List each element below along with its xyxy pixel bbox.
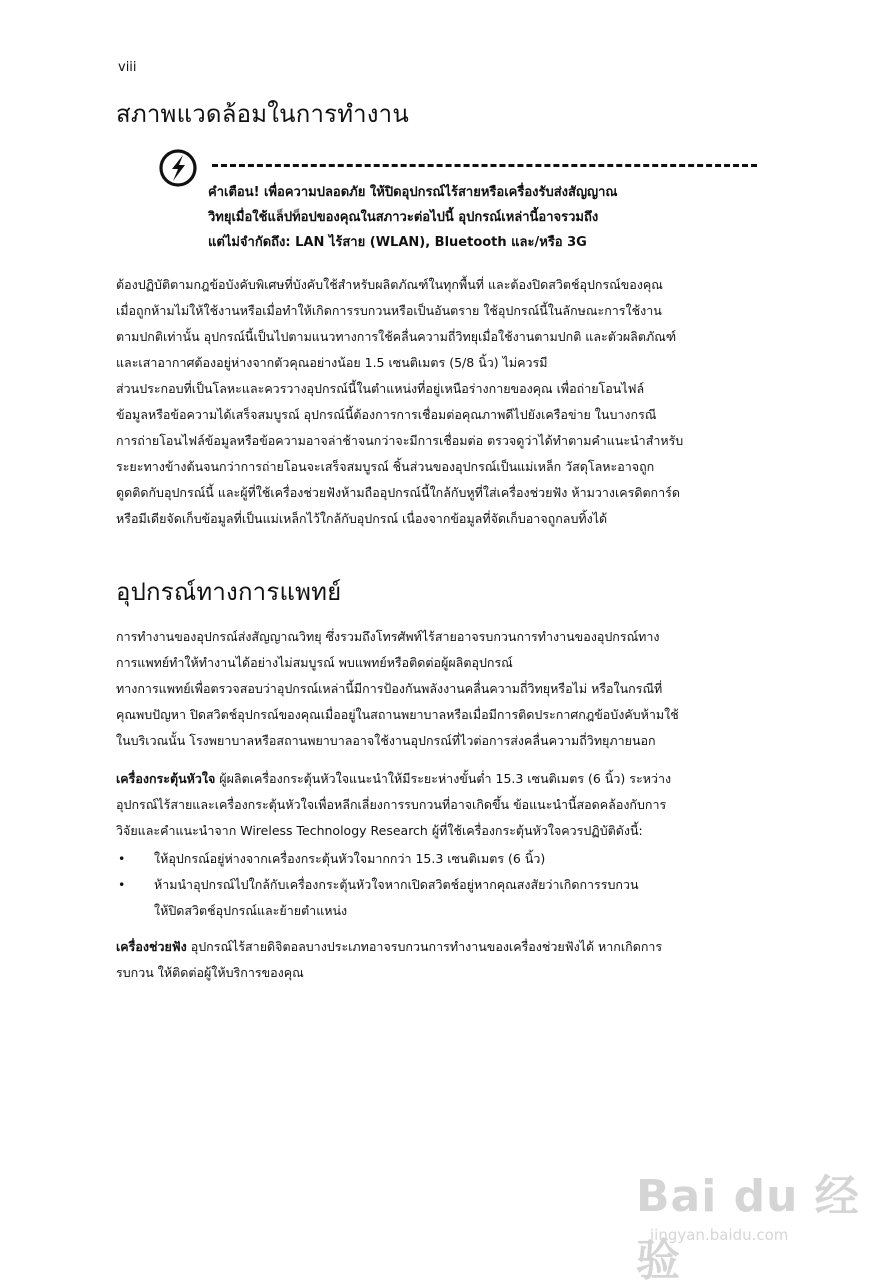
bullet-icon: • xyxy=(118,851,126,866)
body-line: และเสาอากาศต้องอยู่ห่างจากตัวคุณอย่างน้อย 1.5 เซนติเมตร (5/8 นิ้ว) ไม่ควรมี xyxy=(116,355,548,370)
operating-environment-body xyxy=(116,272,766,532)
hearing-aids-first-line: อุปกรณ์ไร้สายดิจิตอลบางประเภทอาจรบกวนการทำงานของเครื่องช่วยฟังได้ หากเกิดการ xyxy=(186,939,663,954)
section-title-medical-devices: อุปกรณ์ทางการแพทย์ xyxy=(116,578,342,606)
body-line: รบกวน ให้ติดต่อผู้ให้บริการของคุณ xyxy=(116,965,304,980)
page-number: viii xyxy=(118,60,137,75)
warning-line: คำเตือน! เพื่อความปลอดภัย ให้ปิดอุปกรณ์ไร้สายหรือเครื่องรับส่งสัญญาณ xyxy=(208,185,618,200)
warning-box xyxy=(208,180,768,255)
body-line: ตามปกติเท่านั้น อุปกรณ์นี้เป็นไปตามแนวทางการใช้คลื่นความถี่วิทยุเมื่อใช้งานตามปกติ และตัวผลิตภัณฑ์ xyxy=(116,329,677,344)
body-line: หรือมีเดียจัดเก็บข้อมูลที่เป็นแม่เหล็กไว้ใกล้กับอุปกรณ์ เนื่องจากข้อมูลที่จัดเก็บอาจถูกลบทิ้งได้ xyxy=(116,511,608,526)
baidu-watermark xyxy=(630,1150,870,1286)
body-line: วิจัยและคำแนะนำจาก Wireless Technology Research ผู้ที่ใช้เครื่องกระตุ้นหัวใจควรปฏิบัติดังนี้: xyxy=(116,823,643,838)
lightning-warning-icon xyxy=(158,148,198,188)
watermark-url: jingyan.baidu.com xyxy=(650,1226,789,1244)
pacemaker-bullet-list xyxy=(116,846,766,924)
body-line: การทำงานของอุปกรณ์ส่งสัญญาณวิทยุ ซึ่งรวมถึงโทรศัพท์ไร้สายอาจรบกวนการทำงานของอุปกรณ์ทาง xyxy=(116,629,660,644)
pacemaker-first-line: ผู้ผลิตเครื่องกระตุ้นหัวใจแนะนำให้มีระยะห่างขั้นต่ำ 15.3 เซนติเมตร (6 นิ้ว) ระหว่าง xyxy=(215,771,672,786)
body-line: เมื่อถูกห้ามไม่ให้ใช้งานหรือเมื่อทำให้เกิดการรบกวนหรือเป็นอันตราย ใช้อุปกรณ์นี้ในลักษณะการใช้งาน xyxy=(116,303,662,318)
body-line: การแพทย์ทำให้ทำงานได้อย่างไม่สมบูรณ์ พบแพทย์หรือติดต่อผู้ผลิตอุปกรณ์ xyxy=(116,655,513,670)
body-line: ต้องปฏิบัติตามกฎข้อบังคับพิเศษที่บังคับใช้สำหรับผลิตภัณฑ์ในทุกพื้นที่ และต้องปิดสวิตช์อุปกรณ์ของคุณ xyxy=(116,277,663,292)
body-line: ข้อมูลหรือข้อความได้เสร็จสมบูรณ์ อุปกรณ์นี้ต้องการการเชื่อมต่อคุณภาพดีไปยังเครือข่าย ในบางกรณี xyxy=(116,407,657,422)
body-line: อุปกรณ์ไร้สายและเครื่องกระตุ้นหัวใจเพื่อหลีกเลี่ยงการรบกวนที่อาจเกิดขึ้น ข้อแนะนำนี้สอดคล้องกับการ xyxy=(116,797,667,812)
pacemaker-label: เครื่องกระตุ้นหัวใจ xyxy=(116,771,216,786)
body-line: ส่วนประกอบที่เป็นโลหะและควรวางอุปกรณ์นี้ในตำแหน่งที่อยู่เหนือร่างกายของคุณ เพื่อถ่ายโอนไฟล์ xyxy=(116,381,645,396)
pacemaker-paragraph xyxy=(116,766,766,844)
bullet-line: ให้อุปกรณ์อยู่ห่างจากเครื่องกระตุ้นหัวใจมากกว่า 15.3 เซนติเมตร (6 นิ้ว) xyxy=(154,851,546,866)
bullet-line: ให้ปิดสวิตช์อุปกรณ์และย้ายตำแหน่ง xyxy=(154,903,348,918)
list-item xyxy=(116,846,766,872)
body-line: ดูดติดกับอุปกรณ์นี้ และผู้ที่ใช้เครื่องช่วยฟังห้ามถืออุปกรณ์นี้ใกล้กับหูที่ใส่เครื่องช่วยฟัง ห้ามวางเครดิตการ์ด xyxy=(116,485,680,500)
hearing-aids-paragraph xyxy=(116,934,766,986)
body-line xyxy=(116,934,766,960)
section-title-operating-environment: สภาพแวดล้อมในการทำงาน xyxy=(116,100,409,128)
warning-divider xyxy=(212,164,757,167)
body-line: ในบริเวณนั้น โรงพยาบาลหรือสถานพยาบาลอาจใช้งานอุปกรณ์ที่ไวต่อการส่งคลื่นความถี่วิทยุภายนอก xyxy=(116,733,656,748)
body-line: คุณพบปัญหา ปิดสวิตช์อุปกรณ์ของคุณเมื่ออยู่ในสถานพยาบาลหรือเมื่อมีการติดประกาศกฎข้อบังคับห้ามใช้ xyxy=(116,707,679,722)
warning-line: วิทยุเมื่อใช้แล็ปท็อปของคุณในสภาวะต่อไปนี้ อุปกรณ์เหล่านี้อาจรวมถึง xyxy=(208,210,599,225)
body-line: ทางการแพทย์เพื่อตรวจสอบว่าอุปกรณ์เหล่านี้มีการป้องกันพลังงานคลื่นความถี่วิทยุหรือไม่ หรือในกรณีที่ xyxy=(116,681,663,696)
medical-devices-intro xyxy=(116,624,766,754)
bullet-line: ห้ามนำอุปกรณ์ไปใกล้กับเครื่องกระตุ้นหัวใจหากเปิดสวิตช์อยู่หากคุณสงสัยว่าเกิดการรบกวน xyxy=(154,877,639,892)
body-line: ระยะทางข้างต้นจนกว่าการถ่ายโอนจะเสร็จสมบูรณ์ ชิ้นส่วนของอุปกรณ์เป็นแม่เหล็ก วัสดุโลหะอาจถูก xyxy=(116,459,655,474)
hearing-aids-label: เครื่องช่วยฟัง xyxy=(116,939,187,954)
warning-line: แต่ไม่จำกัดถึง: LAN ไร้สาย (WLAN), Bluetooth และ/หรือ 3G xyxy=(208,235,587,250)
list-item xyxy=(116,872,766,924)
bullet-icon: • xyxy=(118,877,126,892)
body-line xyxy=(116,766,766,792)
watermark-logo-text: Bai du 经验 xyxy=(636,1171,860,1286)
body-line: การถ่ายโอนไฟล์ข้อมูลหรือข้อความอาจล่าช้าจนกว่าจะมีการเชื่อมต่อ ตรวจดูว่าได้ทำตามคำแนะนำสำหรับ xyxy=(116,433,684,448)
